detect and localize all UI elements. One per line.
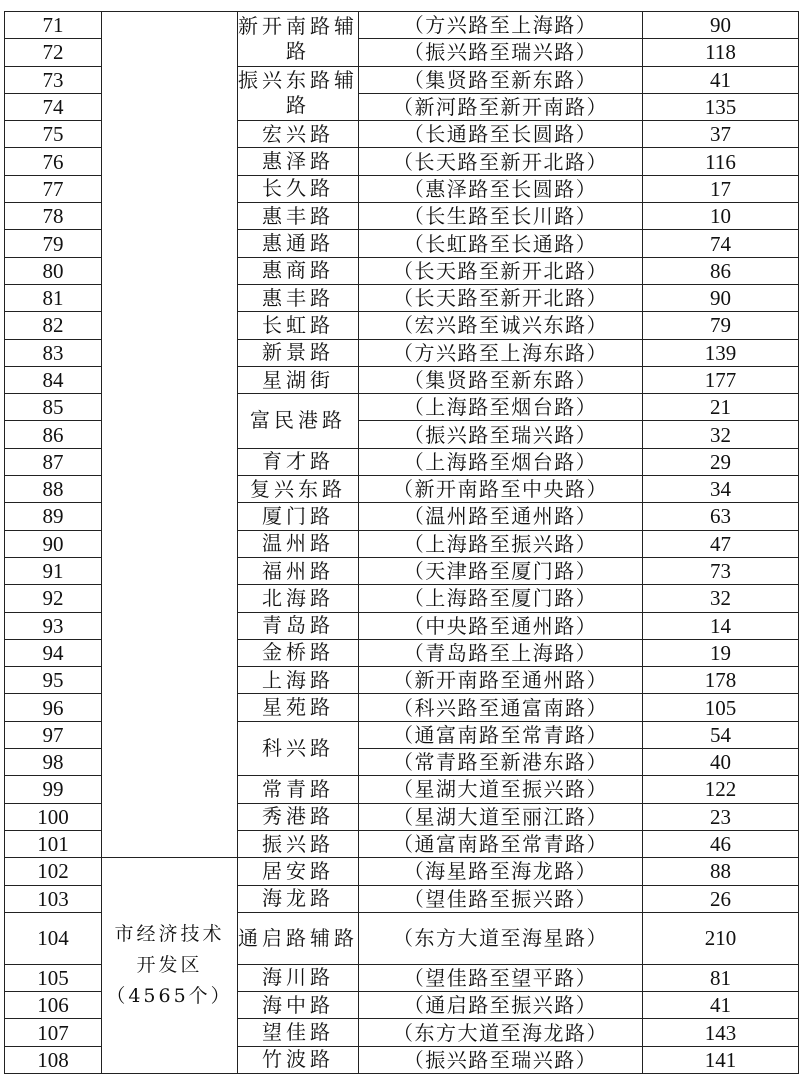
road-name: 惠丰路 bbox=[238, 284, 359, 311]
row-number: 104 bbox=[5, 912, 102, 964]
road-name: 竹波路 bbox=[238, 1046, 359, 1073]
road-segment: （长通路至长圆路） bbox=[359, 121, 643, 148]
road-segment: （长天路至新开北路） bbox=[359, 148, 643, 175]
row-number: 82 bbox=[5, 312, 102, 339]
count-value: 139 bbox=[643, 339, 799, 366]
road-segment: （望佳路至望平路） bbox=[359, 964, 643, 991]
road-segment: （东方大道至海龙路） bbox=[359, 1019, 643, 1046]
road-name: 厦门路 bbox=[238, 503, 359, 530]
row-number: 77 bbox=[5, 175, 102, 202]
road-segment: （星湖大道至丽江路） bbox=[359, 803, 643, 830]
row-number: 100 bbox=[5, 803, 102, 830]
road-segment: （集贤路至新东路） bbox=[359, 366, 643, 393]
road-name: 通启路辅路 bbox=[238, 912, 359, 964]
count-value: 17 bbox=[643, 175, 799, 202]
road-segment: （长虹路至长通路） bbox=[359, 230, 643, 257]
road-segment: （青岛路至上海路） bbox=[359, 639, 643, 666]
row-number: 87 bbox=[5, 448, 102, 475]
road-name: 富民港路 bbox=[238, 394, 359, 449]
row-number: 105 bbox=[5, 964, 102, 991]
road-segment: （新开南路至通州路） bbox=[359, 667, 643, 694]
road-segment: （常青路至新港东路） bbox=[359, 749, 643, 776]
row-number: 85 bbox=[5, 394, 102, 421]
row-number: 108 bbox=[5, 1046, 102, 1073]
road-name: 海龙路 bbox=[238, 885, 359, 912]
road-segment: （集贤路至新东路） bbox=[359, 66, 643, 93]
row-number: 81 bbox=[5, 284, 102, 311]
road-segment: （新开南路至中央路） bbox=[359, 476, 643, 503]
row-number: 101 bbox=[5, 830, 102, 857]
road-table bbox=[4, 11, 799, 1074]
count-value: 122 bbox=[643, 776, 799, 803]
row-number: 88 bbox=[5, 476, 102, 503]
row-number: 75 bbox=[5, 121, 102, 148]
road-name: 青岛路 bbox=[238, 612, 359, 639]
road-name: 惠丰路 bbox=[238, 203, 359, 230]
count-value: 88 bbox=[643, 858, 799, 885]
road-name: 科兴路 bbox=[238, 721, 359, 776]
road-name: 宏兴路 bbox=[238, 121, 359, 148]
road-segment: （上海路至厦门路） bbox=[359, 585, 643, 612]
road-name: 复兴东路 bbox=[238, 476, 359, 503]
row-number: 103 bbox=[5, 885, 102, 912]
count-value: 79 bbox=[643, 312, 799, 339]
road-name: 振兴东路辅路 bbox=[238, 66, 359, 121]
road-segment: （中央路至通州路） bbox=[359, 612, 643, 639]
road-name: 星湖街 bbox=[238, 366, 359, 393]
road-segment: （上海路至烟台路） bbox=[359, 448, 643, 475]
row-number: 84 bbox=[5, 366, 102, 393]
road-name: 新景路 bbox=[238, 339, 359, 366]
road-segment: （海星路至海龙路） bbox=[359, 858, 643, 885]
road-segment: （望佳路至振兴路） bbox=[359, 885, 643, 912]
road-name: 望佳路 bbox=[238, 1019, 359, 1046]
count-value: 86 bbox=[643, 257, 799, 284]
road-name: 海川路 bbox=[238, 964, 359, 991]
row-number: 89 bbox=[5, 503, 102, 530]
road-name: 育才路 bbox=[238, 448, 359, 475]
row-number: 71 bbox=[5, 12, 102, 39]
row-number: 76 bbox=[5, 148, 102, 175]
row-number: 78 bbox=[5, 203, 102, 230]
row-number: 99 bbox=[5, 776, 102, 803]
road-name: 长久路 bbox=[238, 175, 359, 202]
count-value: 34 bbox=[643, 476, 799, 503]
road-segment: （方兴路至上海东路） bbox=[359, 339, 643, 366]
district-line: 开发区 bbox=[136, 954, 203, 977]
row-number: 92 bbox=[5, 585, 102, 612]
row-number: 96 bbox=[5, 694, 102, 721]
road-name: 海中路 bbox=[238, 992, 359, 1019]
row-number: 79 bbox=[5, 230, 102, 257]
road-name: 星苑路 bbox=[238, 694, 359, 721]
road-segment: （通启路至振兴路） bbox=[359, 992, 643, 1019]
road-segment: （振兴路至瑞兴路） bbox=[359, 421, 643, 448]
road-segment: （长天路至新开北路） bbox=[359, 284, 643, 311]
count-value: 63 bbox=[643, 503, 799, 530]
road-segment: （温州路至通州路） bbox=[359, 503, 643, 530]
road-segment: （通富南路至常青路） bbox=[359, 830, 643, 857]
road-segment: （天津路至厦门路） bbox=[359, 557, 643, 584]
count-value: 32 bbox=[643, 421, 799, 448]
road-segment: （长天路至新开北路） bbox=[359, 257, 643, 284]
road-name: 新开南路辅路 bbox=[238, 12, 359, 67]
count-value: 46 bbox=[643, 830, 799, 857]
row-number: 94 bbox=[5, 639, 102, 666]
count-value: 54 bbox=[643, 721, 799, 748]
road-name: 北海路 bbox=[238, 585, 359, 612]
count-value: 74 bbox=[643, 230, 799, 257]
road-name: 居安路 bbox=[238, 858, 359, 885]
count-value: 177 bbox=[643, 366, 799, 393]
row-number: 106 bbox=[5, 992, 102, 1019]
count-value: 105 bbox=[643, 694, 799, 721]
count-value: 23 bbox=[643, 803, 799, 830]
row-number: 93 bbox=[5, 612, 102, 639]
road-segment: （惠泽路至长圆路） bbox=[359, 175, 643, 202]
count-value: 37 bbox=[643, 121, 799, 148]
count-value: 178 bbox=[643, 667, 799, 694]
road-segment: （通富南路至常青路） bbox=[359, 721, 643, 748]
road-segment: （上海路至振兴路） bbox=[359, 530, 643, 557]
count-value: 73 bbox=[643, 557, 799, 584]
count-value: 21 bbox=[643, 394, 799, 421]
district-line: 市经济技术 bbox=[114, 923, 225, 946]
count-value: 32 bbox=[643, 585, 799, 612]
road-segment: （振兴路至瑞兴路） bbox=[359, 39, 643, 66]
count-value: 14 bbox=[643, 612, 799, 639]
row-number: 107 bbox=[5, 1019, 102, 1046]
road-segment: （长生路至长川路） bbox=[359, 203, 643, 230]
count-value: 210 bbox=[643, 912, 799, 964]
road-name: 振兴路 bbox=[238, 830, 359, 857]
row-number: 90 bbox=[5, 530, 102, 557]
row-number: 98 bbox=[5, 749, 102, 776]
count-value: 118 bbox=[643, 39, 799, 66]
road-name: 惠商路 bbox=[238, 257, 359, 284]
count-value: 41 bbox=[643, 66, 799, 93]
road-segment: （方兴路至上海路） bbox=[359, 12, 643, 39]
count-value: 90 bbox=[643, 284, 799, 311]
road-name: 惠通路 bbox=[238, 230, 359, 257]
count-value: 40 bbox=[643, 749, 799, 776]
table-row bbox=[5, 12, 799, 39]
road-segment: （上海路至烟台路） bbox=[359, 394, 643, 421]
road-name: 常青路 bbox=[238, 776, 359, 803]
row-number: 95 bbox=[5, 667, 102, 694]
road-name: 温州路 bbox=[238, 530, 359, 557]
road-segment: （振兴路至瑞兴路） bbox=[359, 1046, 643, 1073]
row-number: 74 bbox=[5, 93, 102, 120]
road-segment: （科兴路至通富南路） bbox=[359, 694, 643, 721]
road-segment: （新河路至新开南路） bbox=[359, 93, 643, 120]
count-value: 141 bbox=[643, 1046, 799, 1073]
count-value: 90 bbox=[643, 12, 799, 39]
road-table-body bbox=[5, 12, 799, 1074]
row-number: 72 bbox=[5, 39, 102, 66]
row-number: 91 bbox=[5, 557, 102, 584]
count-value: 19 bbox=[643, 639, 799, 666]
count-value: 29 bbox=[643, 448, 799, 475]
road-segment: （东方大道至海星路） bbox=[359, 912, 643, 964]
table-row bbox=[5, 858, 799, 885]
district-line: （4565个） bbox=[106, 985, 233, 1008]
row-number: 80 bbox=[5, 257, 102, 284]
row-number: 73 bbox=[5, 66, 102, 93]
count-value: 47 bbox=[643, 530, 799, 557]
district-cell bbox=[102, 858, 238, 1074]
count-value: 26 bbox=[643, 885, 799, 912]
road-segment: （星湖大道至振兴路） bbox=[359, 776, 643, 803]
road-name: 福州路 bbox=[238, 557, 359, 584]
road-name: 秀港路 bbox=[238, 803, 359, 830]
count-value: 10 bbox=[643, 203, 799, 230]
count-value: 81 bbox=[643, 964, 799, 991]
row-number: 97 bbox=[5, 721, 102, 748]
row-number: 102 bbox=[5, 858, 102, 885]
count-value: 135 bbox=[643, 93, 799, 120]
road-name: 惠泽路 bbox=[238, 148, 359, 175]
count-value: 116 bbox=[643, 148, 799, 175]
row-number: 86 bbox=[5, 421, 102, 448]
road-segment: （宏兴路至诚兴东路） bbox=[359, 312, 643, 339]
road-name: 长虹路 bbox=[238, 312, 359, 339]
road-name: 上海路 bbox=[238, 667, 359, 694]
road-name: 金桥路 bbox=[238, 639, 359, 666]
count-value: 143 bbox=[643, 1019, 799, 1046]
district-cell-empty bbox=[102, 12, 238, 858]
row-number: 83 bbox=[5, 339, 102, 366]
count-value: 41 bbox=[643, 992, 799, 1019]
